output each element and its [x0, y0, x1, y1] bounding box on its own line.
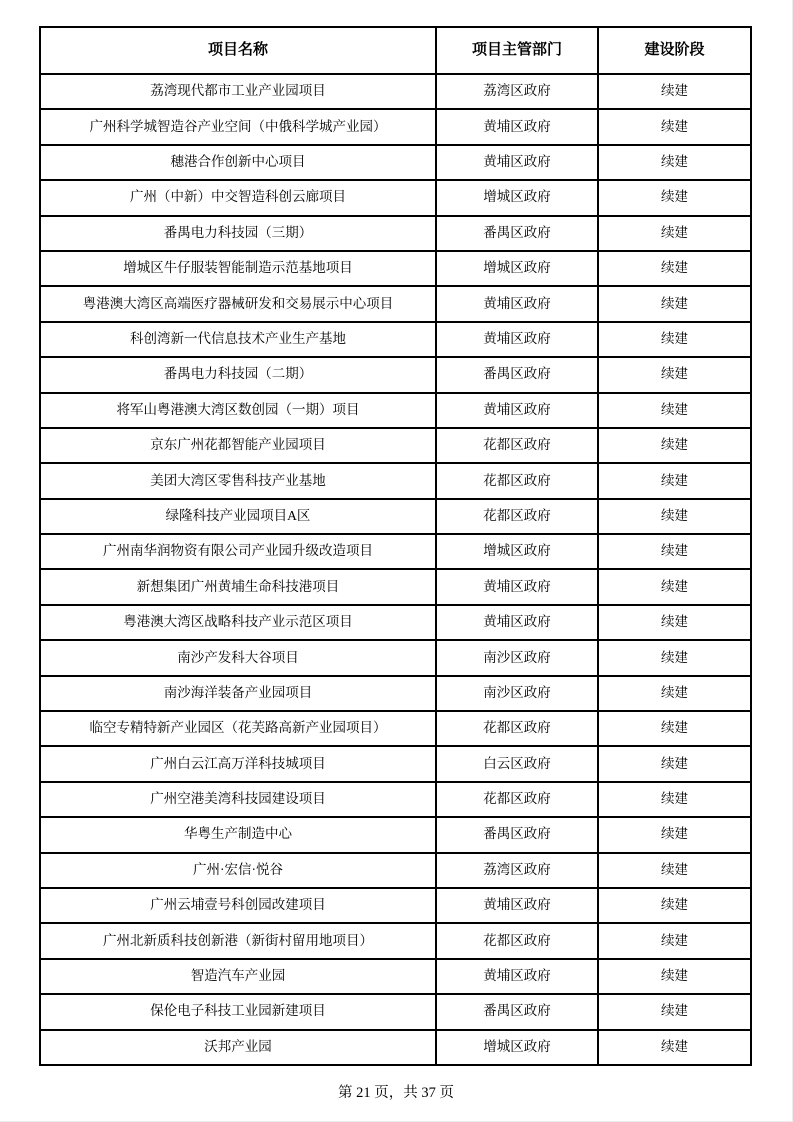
cell-project-name: 广州白云江高万洋科技城项目: [40, 746, 436, 781]
cell-construction-stage: 续建: [598, 180, 751, 215]
cell-project-name: 绿隆科技产业园项目A区: [40, 499, 436, 534]
table-row: [40, 109, 751, 144]
table-row: [40, 74, 751, 109]
cell-project-name: 广州科学城智造谷产业空间（中俄科学城产业园）: [40, 109, 436, 144]
cell-project-name: 番禺电力科技园（三期）: [40, 216, 436, 251]
table-row: [40, 569, 751, 604]
cell-project-name: 增城区牛仔服装智能制造示范基地项目: [40, 251, 436, 286]
cell-construction-stage: 续建: [598, 782, 751, 817]
cell-construction-stage: 续建: [598, 322, 751, 357]
column-header-project-name: 项目名称: [40, 27, 436, 74]
cell-department: 增城区政府: [436, 251, 598, 286]
column-header-department: 项目主管部门: [436, 27, 598, 74]
cell-department: 黄埔区政府: [436, 959, 598, 994]
cell-construction-stage: 续建: [598, 357, 751, 392]
cell-department: 荔湾区政府: [436, 74, 598, 109]
cell-project-name: 新想集团广州黄埔生命科技港项目: [40, 569, 436, 604]
table-row: [40, 357, 751, 392]
cell-department: 花都区政府: [436, 463, 598, 498]
cell-project-name: 穗港合作创新中心项目: [40, 145, 436, 180]
cell-project-name: 美团大湾区零售科技产业基地: [40, 463, 436, 498]
cell-department: 荔湾区政府: [436, 853, 598, 888]
table-row: [40, 463, 751, 498]
cell-project-name: 智造汽车产业园: [40, 959, 436, 994]
page-number-footer: 第 21 页，共 37 页: [338, 1085, 454, 1101]
cell-project-name: 粤港澳大湾区战略科技产业示范区项目: [40, 605, 436, 640]
table-row: [40, 216, 751, 251]
cell-project-name: 广州·宏信·悦谷: [40, 853, 436, 888]
cell-department: 番禺区政府: [436, 216, 598, 251]
cell-department: 番禺区政府: [436, 994, 598, 1029]
table-row: [40, 994, 751, 1029]
cell-department: 白云区政府: [436, 746, 598, 781]
cell-department: 黄埔区政府: [436, 109, 598, 144]
table-row: [40, 711, 751, 746]
cell-project-name: 将军山粤港澳大湾区数创园（一期）项目: [40, 393, 436, 428]
cell-department: 黄埔区政府: [436, 145, 598, 180]
table-row: [40, 817, 751, 852]
cell-construction-stage: 续建: [598, 109, 751, 144]
cell-department: 花都区政府: [436, 923, 598, 958]
cell-construction-stage: 续建: [598, 286, 751, 321]
cell-construction-stage: 续建: [598, 888, 751, 923]
cell-construction-stage: 续建: [598, 1030, 751, 1065]
table-row: [40, 286, 751, 321]
cell-construction-stage: 续建: [598, 251, 751, 286]
cell-project-name: 南沙产发科大谷项目: [40, 640, 436, 675]
cell-construction-stage: 续建: [598, 640, 751, 675]
cell-project-name: 荔湾现代都市工业产业园项目: [40, 74, 436, 109]
cell-construction-stage: 续建: [598, 817, 751, 852]
table-row: [40, 428, 751, 463]
table-row: [40, 746, 751, 781]
cell-project-name: 南沙海洋装备产业园项目: [40, 676, 436, 711]
cell-department: 增城区政府: [436, 1030, 598, 1065]
cell-project-name: 粤港澳大湾区高端医疗器械研发和交易展示中心项目: [40, 286, 436, 321]
cell-project-name: 广州北新质科技创新港（新街村留用地项目）: [40, 923, 436, 958]
cell-department: 花都区政府: [436, 711, 598, 746]
cell-department: 南沙区政府: [436, 640, 598, 675]
cell-construction-stage: 续建: [598, 959, 751, 994]
table-row: [40, 640, 751, 675]
table-row: [40, 393, 751, 428]
cell-construction-stage: 续建: [598, 746, 751, 781]
cell-department: 花都区政府: [436, 499, 598, 534]
cell-construction-stage: 续建: [598, 711, 751, 746]
cell-department: 番禺区政府: [436, 817, 598, 852]
table-row: [40, 534, 751, 569]
cell-project-name: 沃邦产业园: [40, 1030, 436, 1065]
cell-project-name: 广州空港美湾科技园建设项目: [40, 782, 436, 817]
cell-construction-stage: 续建: [598, 923, 751, 958]
cell-construction-stage: 续建: [598, 145, 751, 180]
cell-project-name: 广州（中新）中交智造科创云廊项目: [40, 180, 436, 215]
cell-department: 增城区政府: [436, 180, 598, 215]
cell-project-name: 京东广州花都智能产业园项目: [40, 428, 436, 463]
cell-project-name: 临空专精特新产业园区（花芙路高新产业园项目）: [40, 711, 436, 746]
table-row: [40, 145, 751, 180]
table-row: [40, 676, 751, 711]
table-header-row: [40, 27, 751, 74]
projects-table: [39, 26, 752, 1066]
cell-project-name: 广州云埔壹号科创园改建项目: [40, 888, 436, 923]
table-row: [40, 180, 751, 215]
cell-department: 黄埔区政府: [436, 605, 598, 640]
table-row: [40, 499, 751, 534]
cell-project-name: 科创湾新一代信息技术产业生产基地: [40, 322, 436, 357]
cell-department: 黄埔区政府: [436, 888, 598, 923]
table-row: [40, 251, 751, 286]
cell-department: 花都区政府: [436, 782, 598, 817]
table-row: [40, 1030, 751, 1065]
cell-construction-stage: 续建: [598, 853, 751, 888]
cell-construction-stage: 续建: [598, 499, 751, 534]
table-row: [40, 853, 751, 888]
cell-construction-stage: 续建: [598, 393, 751, 428]
table-row: [40, 959, 751, 994]
table-row: [40, 605, 751, 640]
cell-project-name: 广州南华润物资有限公司产业园升级改造项目: [40, 534, 436, 569]
cell-department: 黄埔区政府: [436, 286, 598, 321]
table-body: [40, 74, 751, 1065]
cell-construction-stage: 续建: [598, 676, 751, 711]
cell-construction-stage: 续建: [598, 216, 751, 251]
table-row: [40, 322, 751, 357]
cell-department: 番禺区政府: [436, 357, 598, 392]
cell-department: 增城区政府: [436, 534, 598, 569]
cell-construction-stage: 续建: [598, 74, 751, 109]
cell-project-name: 番禺电力科技园（二期）: [40, 357, 436, 392]
cell-department: 花都区政府: [436, 428, 598, 463]
cell-department: 黄埔区政府: [436, 393, 598, 428]
table-row: [40, 888, 751, 923]
cell-construction-stage: 续建: [598, 534, 751, 569]
cell-department: 黄埔区政府: [436, 569, 598, 604]
table-row: [40, 782, 751, 817]
cell-project-name: 保伦电子科技工业园新建项目: [40, 994, 436, 1029]
cell-construction-stage: 续建: [598, 994, 751, 1029]
cell-construction-stage: 续建: [598, 569, 751, 604]
cell-construction-stage: 续建: [598, 428, 751, 463]
table-row: [40, 923, 751, 958]
cell-construction-stage: 续建: [598, 463, 751, 498]
cell-department: 黄埔区政府: [436, 322, 598, 357]
column-header-construction-stage: 建设阶段: [598, 27, 751, 74]
cell-department: 南沙区政府: [436, 676, 598, 711]
cell-construction-stage: 续建: [598, 605, 751, 640]
cell-project-name: 华粤生产制造中心: [40, 817, 436, 852]
